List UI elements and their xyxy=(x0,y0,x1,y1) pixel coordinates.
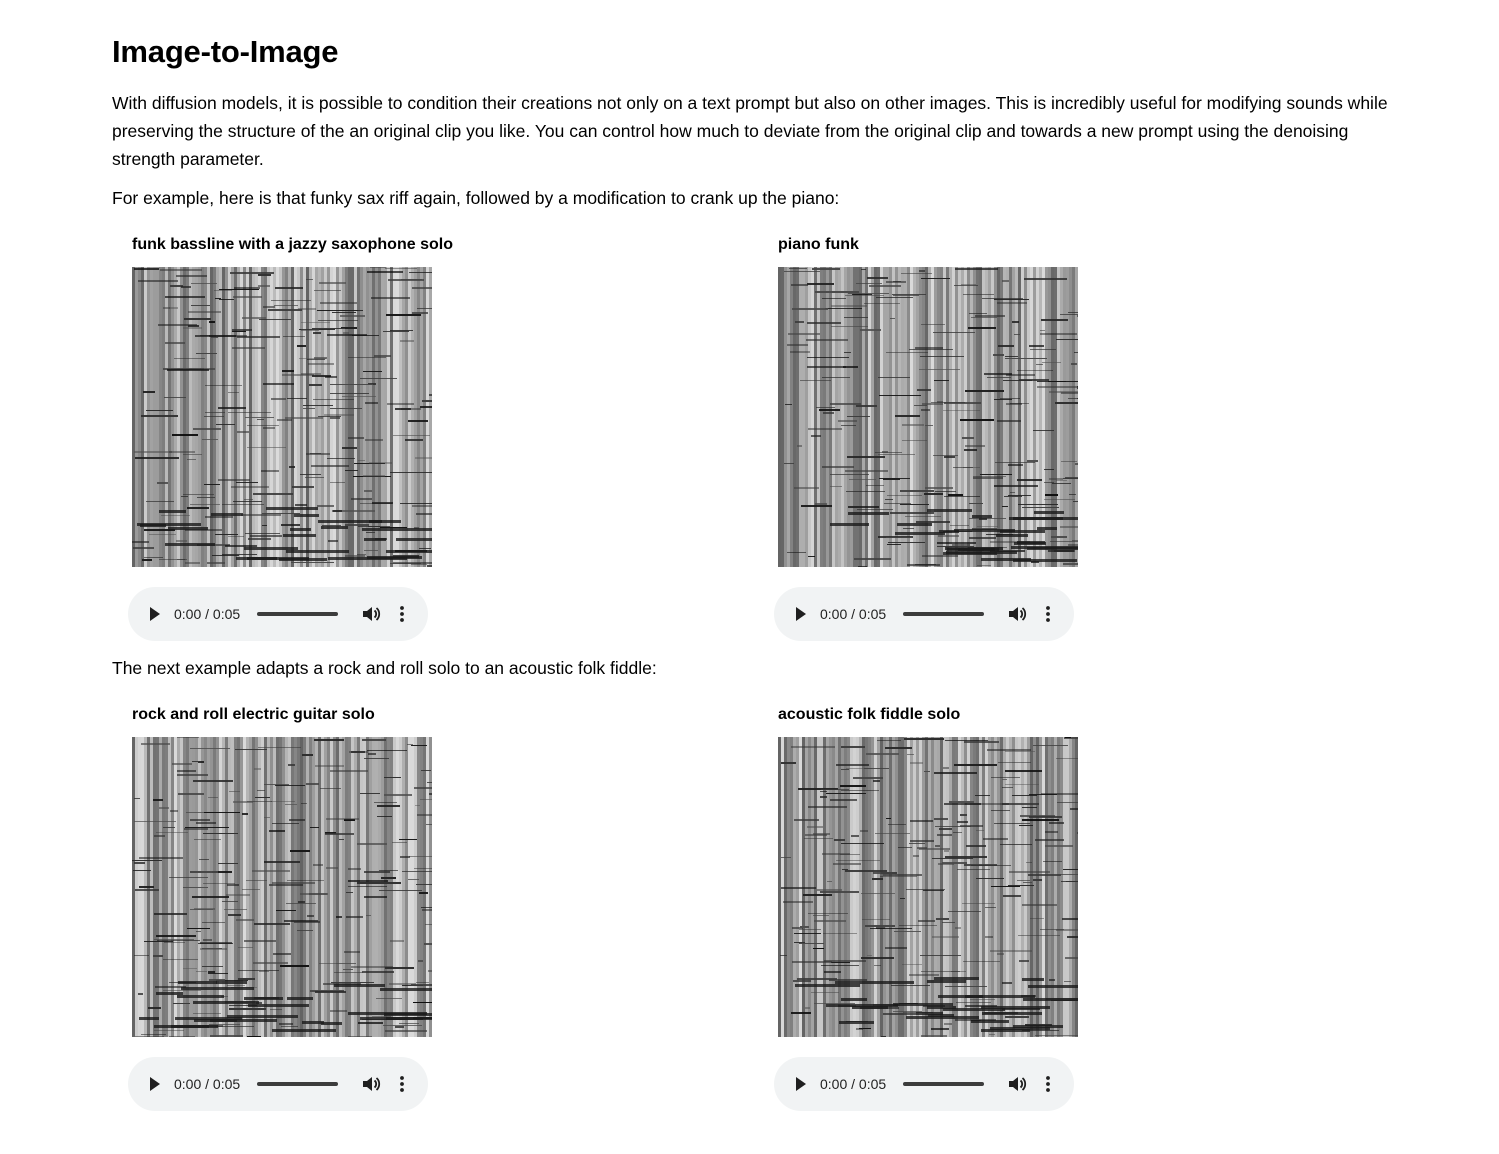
more-options-icon[interactable] xyxy=(394,603,410,625)
example-folk-fiddle xyxy=(778,705,1108,1092)
play-icon[interactable] xyxy=(150,1077,160,1091)
example-title: acoustic folk fiddle solo xyxy=(778,706,961,723)
play-icon[interactable] xyxy=(796,607,806,621)
seek-bar[interactable] xyxy=(903,612,984,616)
example-title: piano funk xyxy=(778,236,859,253)
example-title: rock and roll electric guitar solo xyxy=(132,706,375,723)
time-display: 0:00 / 0:05 xyxy=(174,606,241,622)
example-title: funk bassline with a jazzy saxophone solo xyxy=(132,236,453,253)
spectrogram-image xyxy=(778,737,1078,1037)
audio-player[interactable] xyxy=(128,1057,428,1111)
example-paragraph-2: The next example adapts a rock and roll solo to an acoustic folk fiddle: xyxy=(112,658,657,678)
example-piano-funk xyxy=(778,235,1108,622)
time-display: 0:00 / 0:05 xyxy=(174,1076,241,1092)
more-options-icon[interactable] xyxy=(1040,603,1056,625)
volume-icon[interactable] xyxy=(1007,604,1027,624)
seek-bar[interactable] xyxy=(903,1082,984,1086)
volume-icon[interactable] xyxy=(361,1074,381,1094)
time-display: 0:00 / 0:05 xyxy=(820,1076,887,1092)
spectrogram-image xyxy=(132,267,432,567)
seek-bar[interactable] xyxy=(257,1082,338,1086)
time-display: 0:00 / 0:05 xyxy=(820,606,887,622)
play-icon[interactable] xyxy=(150,607,160,621)
example-paragraph-1: For example, here is that funky sax riff again, followed by a modification to crank up the piano: xyxy=(112,188,840,208)
more-options-icon[interactable] xyxy=(1040,1073,1056,1095)
play-icon[interactable] xyxy=(796,1077,806,1091)
intro-paragraph: With diffusion models, it is possible to condition their creations not only on a text prompt but also on other images. This is incredibly useful for modifying sounds while preserving the structure of the an original clip you like. You can control how much to deviate from the original clip and towards a new prompt using the denoising strength parameter. xyxy=(112,93,1388,169)
example-funk-sax xyxy=(132,235,462,622)
example-rock-guitar xyxy=(132,705,462,1092)
audio-player[interactable] xyxy=(128,587,428,641)
volume-icon[interactable] xyxy=(1007,1074,1027,1094)
more-options-icon[interactable] xyxy=(394,1073,410,1095)
audio-player[interactable] xyxy=(774,1057,1074,1111)
audio-player[interactable] xyxy=(774,587,1074,641)
page-title: Image-to-Image xyxy=(112,34,339,69)
spectrogram-image xyxy=(778,267,1078,567)
volume-icon[interactable] xyxy=(361,604,381,624)
seek-bar[interactable] xyxy=(257,612,338,616)
spectrogram-image xyxy=(132,737,432,1037)
